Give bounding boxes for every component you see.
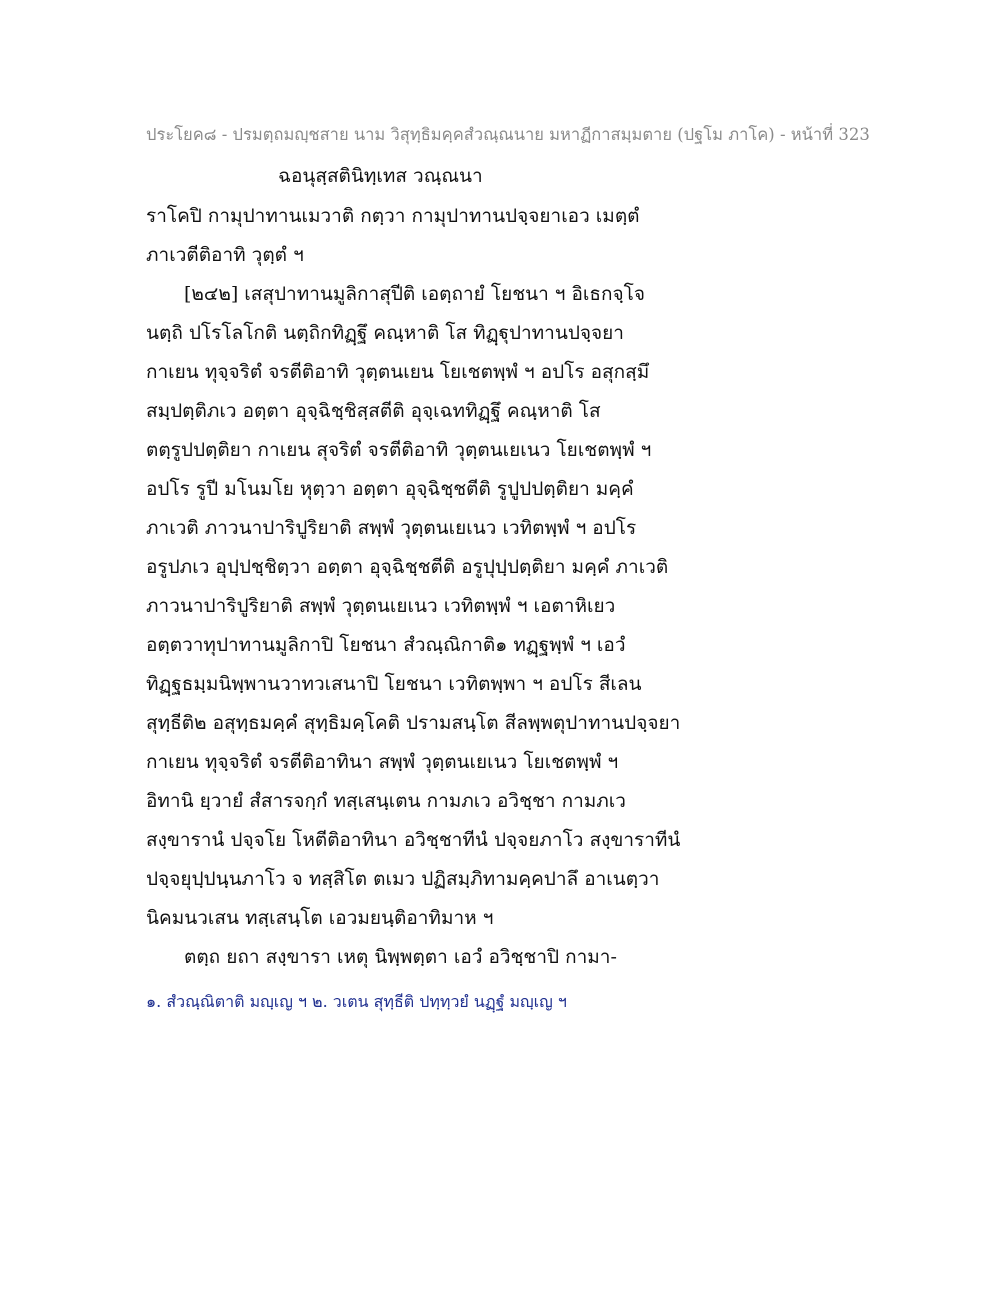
text-line: นิคมนวเสน ทสฺเสนฺโต เอวมยนฺติอาทิมาห ฯ bbox=[146, 907, 494, 929]
text-line: ปจฺจยุปฺปนฺนภาโว จ ทสฺสิโต ตเมว ปฏิสมฺภิทามคฺคปาลึ อาเนตฺวา bbox=[146, 868, 660, 890]
text-line: สมฺปตฺติภเว อตฺตา อุจฺฉิชฺชิสฺสตีติ อุจฺเฉททิฏฺฐึ คณฺหาติ โส bbox=[146, 400, 601, 422]
text-line: ภาวนาปาริปูริยาติ สพฺพํ วุตฺตนเยเนว เวทิตพฺพํ ฯ เอตาหิเยว bbox=[146, 595, 616, 617]
text-line: อปโร รูปี มโนมโย หุตฺวา อตฺตา อุจฺฉิชฺชตีติ รูปูปปตฺติยา มคฺคํ bbox=[146, 478, 634, 500]
text-line: กาเยน ทุจฺจริตํ จรตีติอาทิ วุตฺตนเยน โยเชตพฺพํ ฯ อปโร อสุกสฺมึ bbox=[146, 361, 650, 383]
text-line: นตฺถิ ปโรโลโกติ นตฺถิกทิฏฺฐึ คณฺหาติ โส ทิฏฺฐุปาทานปจฺจยา bbox=[146, 322, 624, 344]
text-line: สุทฺธีติ๒ อสุทฺธมคฺคํ สุทฺธิมคฺโคติ ปรามสนฺโต สีลพฺพตุปาทานปจฺจยา bbox=[146, 712, 681, 734]
text-line: อรูปภเว อุปฺปชฺชิตฺวา อตฺตา อุจฺฉิชฺชตีติ อรูปุปฺปตฺติยา มคฺคํ ภาเวติ bbox=[146, 556, 669, 578]
text-line: กาเยน ทุจฺจริตํ จรตีติอาทินา สพฺพํ วุตฺตนเยเนว โยเชตพฺพํ ฯ bbox=[146, 751, 619, 773]
text-line: สงฺขารานํ ปจฺจโย โหตีติอาทินา อวิชฺชาทีนํ ปจฺจยภาโว สงฺขาราทีนํ bbox=[146, 829, 681, 851]
body-text bbox=[146, 197, 706, 977]
text-line: ทิฏฺฐธมฺมนิพฺพานวาทวเสนาปิ โยชนา เวทิตพฺพา ฯ อปโร สีเลน bbox=[146, 673, 642, 695]
section-title: ฉอนุสฺสตินิทฺเทส วณฺณนา bbox=[278, 165, 483, 187]
page-header: ประโยค๘ - ปรมตฺถมญฺชสาย นาม วิสุทฺธิมคฺคสํวณฺณนาย มหาฏีกาสมฺมตาย (ปฐโม ภาโค) - หน้าที่ 323 bbox=[146, 125, 870, 144]
text-line: อิทานิ ยฺวายํ สํสารจกฺกํ ทสฺเสนฺเตน กามภเว อวิชฺชา กามภเว bbox=[146, 790, 626, 812]
text-line: ภาเวติ ภาวนาปาริปูริยาติ สพฺพํ วุตฺตนเยเนว เวทิตพฺพํ ฯ อปโร bbox=[146, 517, 637, 539]
text-line: ภาเวตีติอาทิ วุตฺตํ ฯ bbox=[146, 244, 304, 266]
text-line: อตฺตวาทุปาทานมูลิกาปิ โยชนา สํวณฺณิกาติ๑ ทฏฺฐพฺพํ ฯ เอวํ bbox=[146, 634, 626, 656]
paragraph-start-line: [๒๔๒] เสสุปาทานมูลิกาสุปีติ เอตฺถายํ โยชนา ฯ อิเธกจฺโจ bbox=[184, 283, 645, 305]
text-line: ราโคปิ กามุปาทานเมวาติ กตฺวา กามุปาทานปจฺจยาเอว เมตฺตํ bbox=[146, 205, 640, 227]
text-line: ตตฺรูปปตฺติยา กาเยน สุจริตํ จรตีติอาทิ วุตฺตนเยเนว โยเชตพฺพํ ฯ bbox=[146, 439, 652, 461]
footnote: ๑. สํวณฺณิตาติ มญฺเญ ฯ ๒. วเตน สุทฺธีติ ปทฺทฺวยํ นฏฺฐํ มญฺเญ ฯ bbox=[146, 992, 567, 1011]
paragraph-start-line: ตตฺถ ยถา สงฺขารา เหตุ นิพฺพตฺตา เอวํ อวิชฺชาปิ กามา- bbox=[184, 946, 617, 968]
